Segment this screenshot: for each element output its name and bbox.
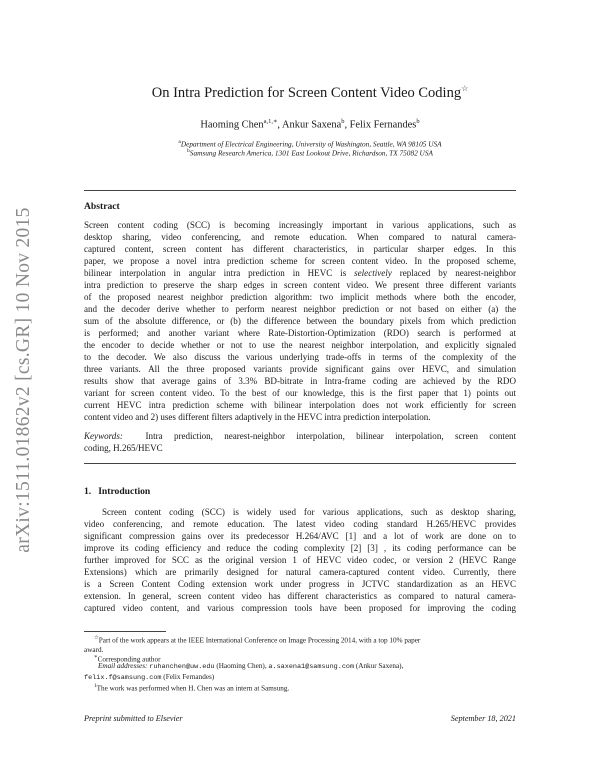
abstract-line: intra prediction to preserve the sharp edges in screen content video. We present three different variants [84,280,516,290]
footnote-text: award. [84,645,104,654]
author-name: Haoming Chen [200,119,264,131]
email-owner: (Haoming Chen), [216,662,267,670]
abstract-line: three variants. All the three proposed variants provide significant gains over HEVC, and simulation [84,364,516,374]
section-title: Introduction [98,486,151,497]
author-mark: b [416,118,420,125]
abstract-line: captured content, screen content has different characteristics, in particular sharper edges. In this [84,244,516,254]
title-footnote-mark: ☆ [461,84,469,93]
email-link[interactable]: ruhanchen@uw.edu [149,663,215,671]
abstract-line: to the decoder. We also discuss the various underlying trade-offs in terms of the complexity of the [84,352,516,362]
author-name: Felix Fernandes [349,119,417,131]
footer-date: September 18, 2021 [450,714,516,723]
footnote-mark: 1 [94,683,97,689]
abstract-line: content video and 2) uses different filters adaptively in the HEVC intra prediction interpolation. [84,412,431,422]
email-owner: (Felix Fernandes) [163,672,215,681]
abstract-body [84,219,516,423]
footnote-rule [84,631,166,632]
abstract-line: results show that average gains of 3.3% BD-bitrate in Intra-frame coding are achieved by the RDO [84,376,516,386]
author-name: Ankur Saxena [282,119,342,131]
intro-line: Screen content coding (SCC) is widely used for various applications, such as desktop sharing, [102,507,516,517]
intro-line: is a Screen Content Coding extension work under progress in JCTVC standardization as an HEVC [84,579,516,589]
abstract-line: variant for screen content video. To the best of our knowledge, this is the first paper that 1) points out [84,388,516,398]
arxiv-id: arXiv:1511.01862v2 [cs.GR] 10 Nov 2015 [13,207,34,553]
intro-line: Extensions) which are primarily designed for natural camera-captured content video. Currently, there [84,567,516,577]
intro-line: improve its coding efficiency and reduce the coding complexity [2] [3] , its coding performance can be [84,543,516,553]
abstract-bottom-rule [84,463,516,464]
email-link[interactable]: a.saxena1@samsung.com [268,663,355,671]
author-list: Haoming Chen$^{a,1,∗}$, Ankur Saxena$^b$, Felix Fernandes$^b$ [200,118,420,131]
intro-line: video conferencing, and remote education. The latest video coding standard H.265/HEVC provides [84,519,516,529]
footnote-mark: ☆ [94,635,99,641]
intro-line: further improved for SCC as the original version 1 of HEVC video codec, or version 2 (HEVC Range [84,555,516,565]
intro-line: extension. In general, screen content video has different characteristics as compared to natural camera- [84,591,516,601]
intro-line: significant compression gains over its predecessor H.264/AVC [1] and a lot of work are done on to [84,531,516,541]
keywords-label: Keywords: [84,431,123,441]
keywords-line: Intra prediction, nearest-neighbor interpolation, bilinear interpolation, screen content [145,431,517,441]
abstract-heading: Abstract [84,201,120,212]
footnote-one [84,682,526,694]
abstract-line: paper, we propose a novel intra prediction scheme for screen content video. In the proposed scheme, [84,256,516,266]
abstract-line: current HEVC intra prediction scheme with bilinear interpolation does not work efficiently for screen [84,400,516,410]
abstract-line: desktop sharing, video conferencing, and remote education. When compared to natural camera- [84,232,516,242]
affiliation-mark: a [178,139,181,145]
footer-preprint: Preprint submitted to Elsevier [84,714,183,723]
abstract-line: sum of the absolute difference, or (b) the difference between the boundary pixels from which prediction [84,316,516,326]
abstract-line: of the proposed nearest neighbor prediction algorithm: two implicit methods where both the encoder, [84,292,516,302]
email-label: Email addresses: [98,662,148,670]
abstract-line: is performed; and another variant where Rate-Distortion-Optimization (RDO) search is performed at [84,328,516,338]
section-heading [84,486,150,497]
footnote-mark: ∗ [94,654,98,660]
email-link[interactable]: felix.f@samsung.com [84,673,162,682]
footnote-text: Corresponding author [97,655,161,664]
abstract-line: the encoder to decide whether or not to use the nearest neighbor interpolation, and explicitly signaled [84,340,516,350]
affiliation [60,139,560,148]
affiliation-text: Department of Electrical Engineering, University of Washington, Seattle, WA 98105 USA [180,139,442,149]
paper-title [60,84,560,102]
abstract-line: Screen content coding (SCC) is becoming increasingly important in various applications, such as [84,220,516,230]
title-text: On Intra Prediction for Screen Content Video Coding [151,84,462,101]
author-mark: a,1,∗ [263,118,278,125]
affiliation [60,148,560,157]
introduction-body [84,506,516,614]
affiliation-text: Samsung Research America, 1301 East Lookout Drive, Richardson, TX 75082 USA [189,148,433,158]
keywords-line: coding, H.265/HEVC [84,443,163,453]
footnote-emails [84,662,516,683]
email-owner: (Ankur Saxena), [355,662,404,670]
abstract-line: bilinear interpolation in angular intra prediction in HEVC is selectively replaced by nearest-neighbor [84,268,516,278]
abstract-line: and the decoder derive whether to perform nearest neighbor prediction or not based on either (a) the [84,304,516,314]
footnote-text: The work was performed when H. Chen was an intern at Samsung. [96,684,290,693]
keywords [84,430,516,454]
section-number: 1. [84,486,92,497]
intro-line: captured video content, and various compression tools have been proposed for improving the coding [84,603,516,613]
arxiv-stamp [4,200,44,560]
abstract-top-rule [84,190,516,191]
author-mark: b [341,118,345,125]
affiliation-mark: b [187,148,190,154]
footnote-text: Part of the work appears at the IEEE International Conference on Image Processing 2014, with a top 10% paper [98,636,421,645]
